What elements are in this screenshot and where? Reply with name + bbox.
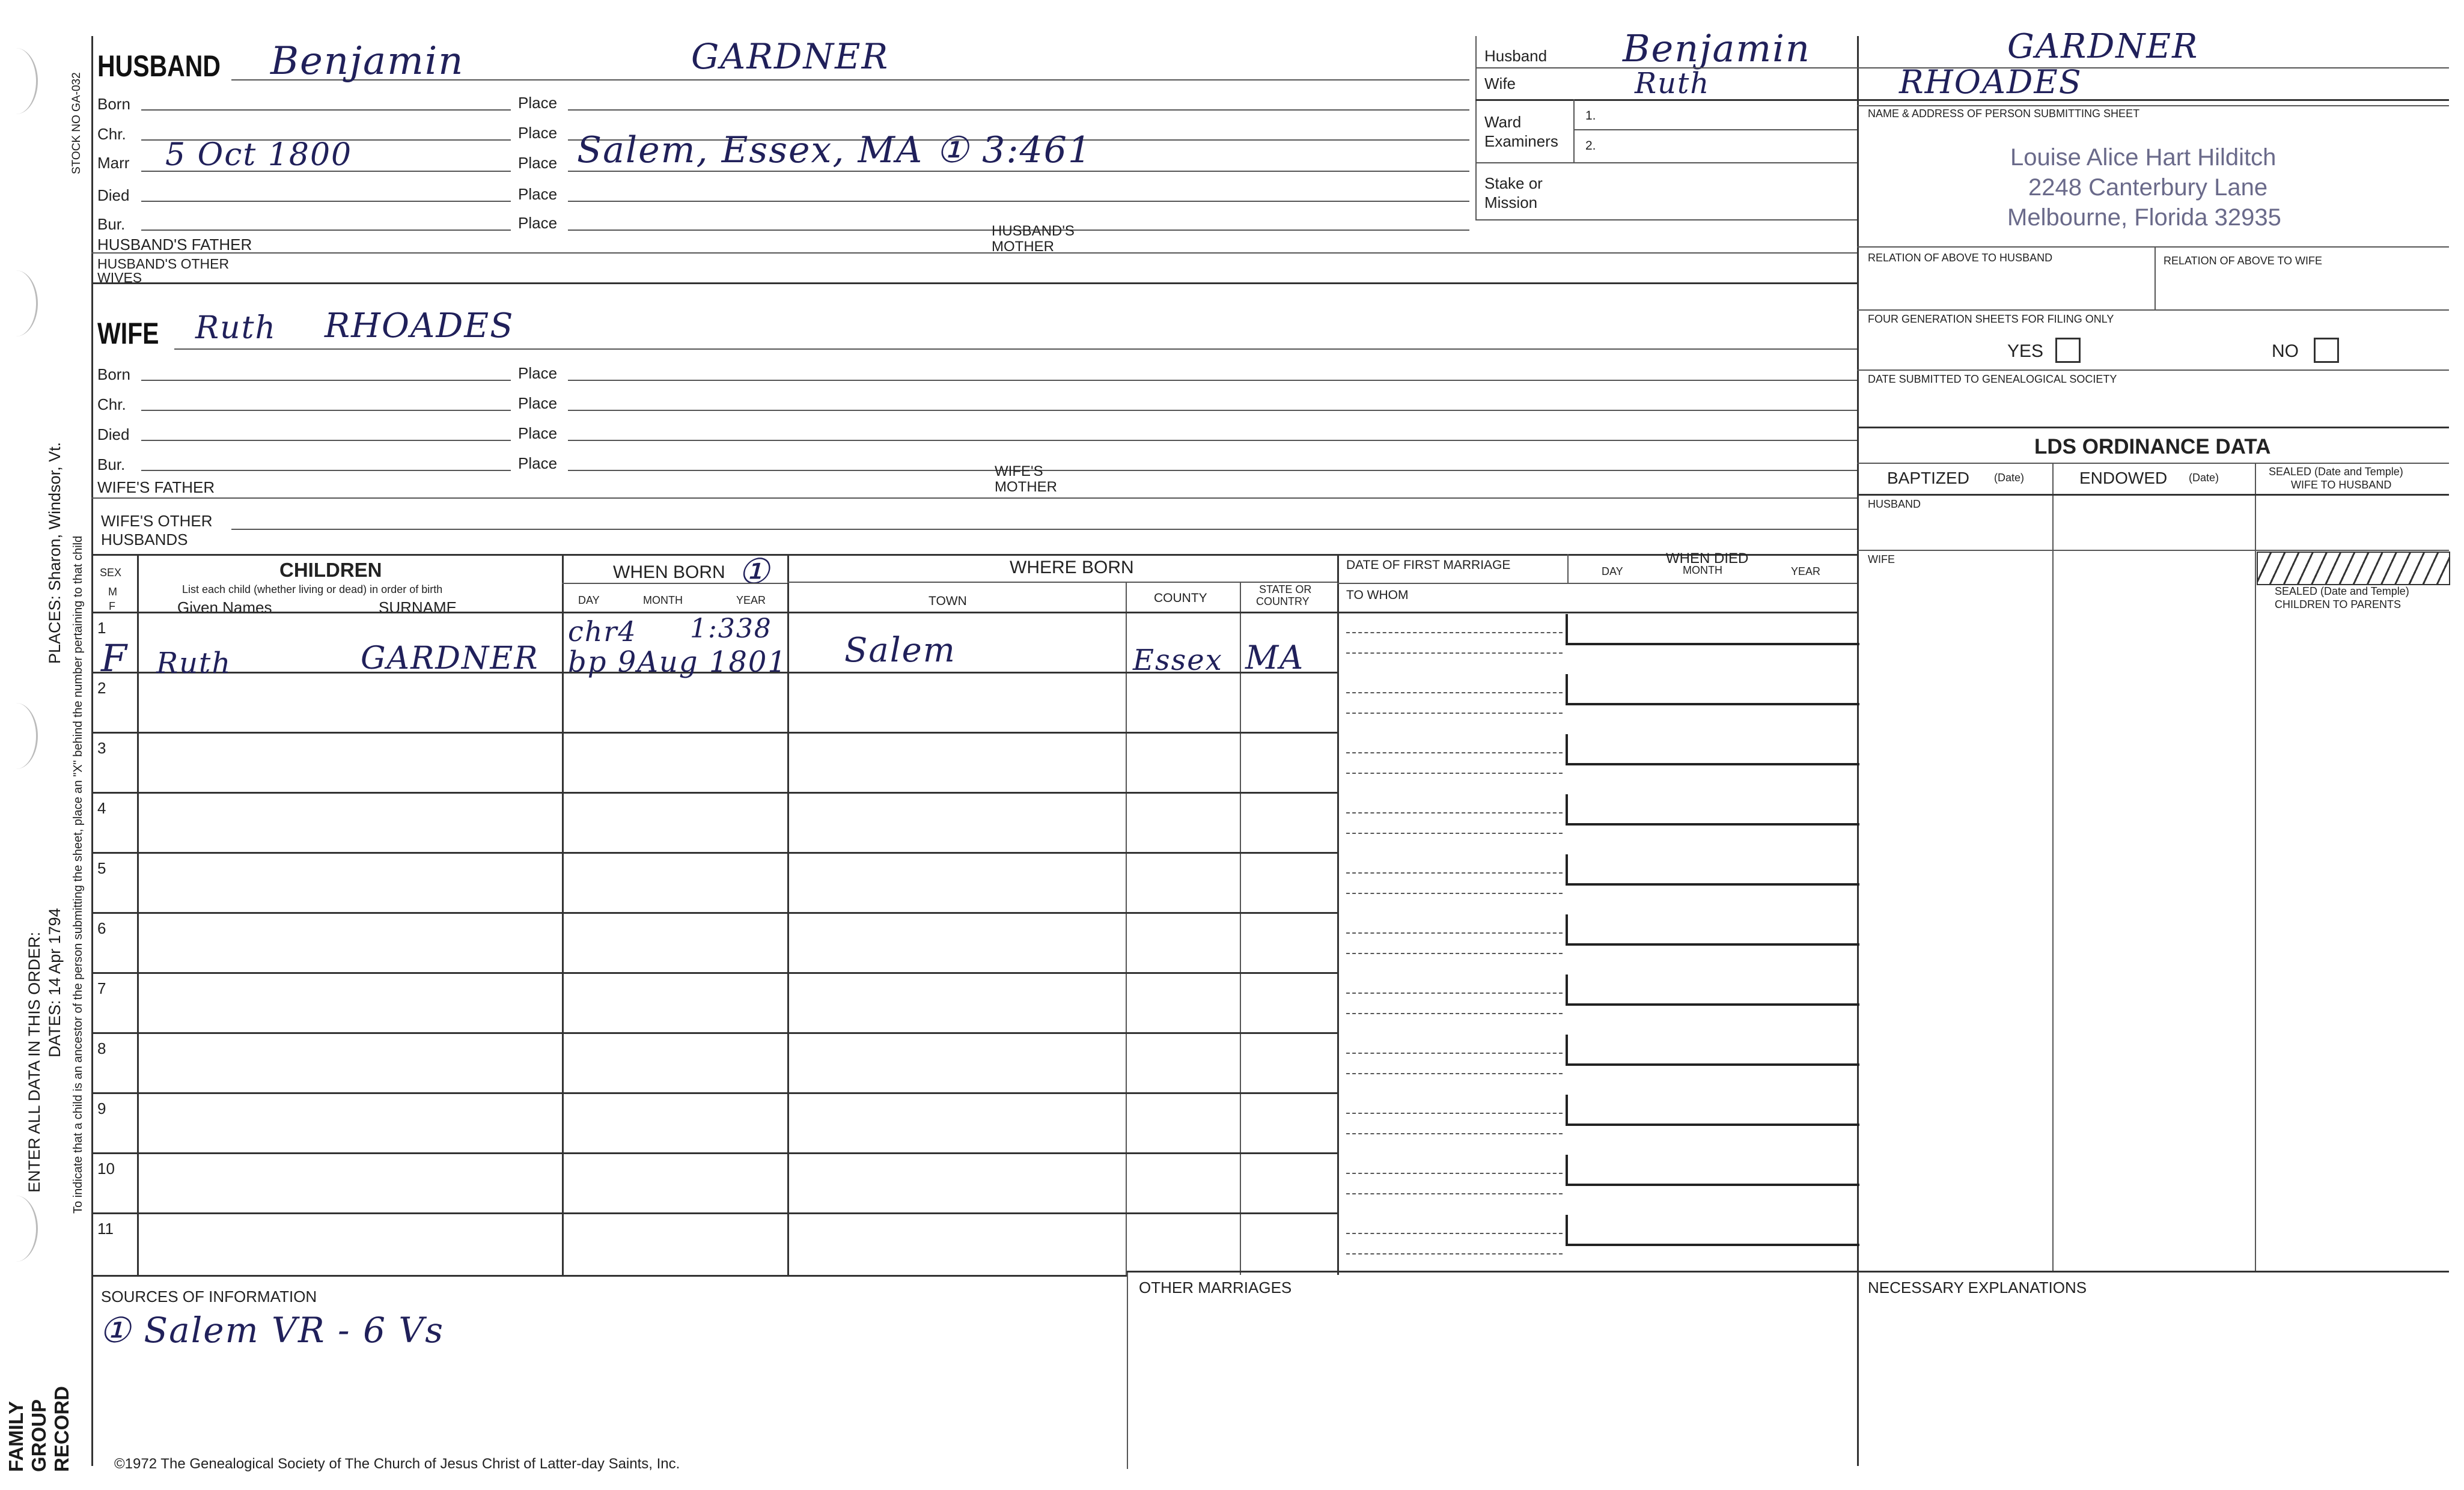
col-surname: SURNAME: [379, 598, 457, 616]
child-1-state[interactable]: MA: [1245, 639, 1305, 677]
husband-died-place-label: Place: [518, 185, 558, 203]
child-row-divider: [91, 732, 1337, 734]
other-marriages-label: OTHER MARRIAGES: [1139, 1279, 1292, 1297]
lds-wife: WIFE: [1868, 553, 1895, 565]
child-row-number: 11: [97, 1220, 114, 1238]
died-bracket[interactable]: [1566, 914, 1859, 946]
child-1-town[interactable]: Salem: [844, 631, 956, 670]
husband-heading: HUSBAND: [97, 49, 221, 83]
col-died-day: DAY: [1602, 565, 1623, 577]
died-bracket[interactable]: [1566, 614, 1859, 645]
child-row-divider: [91, 852, 1337, 854]
col-county: COUNTY: [1154, 591, 1207, 605]
child-row-divider: [91, 1212, 1337, 1214]
wife-born-place-label: Place: [518, 364, 558, 382]
col-first-marriage: DATE OF FIRST MARRIAGE: [1346, 558, 1511, 572]
submitter-label: NAME & ADDRESS OF PERSON SUBMITTING SHEET: [1868, 108, 2140, 120]
sources-label: SOURCES OF INFORMATION: [101, 1288, 317, 1306]
child-1-surname[interactable]: GARDNER: [361, 640, 539, 677]
explanations-label: NECESSARY EXPLANATIONS: [1868, 1279, 2087, 1297]
relation-husband-label: RELATION OF ABOVE TO HUSBAND: [1868, 252, 2053, 264]
wife-bur-place-label: Place: [518, 454, 558, 472]
lds-endowed-date: (Date): [2189, 472, 2219, 484]
col-sex-f: F: [109, 600, 115, 612]
col-year: YEAR: [736, 594, 766, 606]
family-group-record-title: FAMILY GROUP RECORD: [5, 1385, 73, 1472]
col-to-whom: TO WHOM: [1346, 588, 1409, 602]
lds-sealed-wife-1: SEALED (Date and Temple): [2269, 466, 2403, 478]
hb-husband-label: Husband: [1484, 47, 1548, 65]
no-label: NO: [2272, 341, 2299, 361]
wife-chr-place-label: Place: [518, 394, 558, 412]
wife-died-label: Died: [97, 425, 130, 443]
husband-died-label: Died: [97, 186, 130, 204]
wife-bur-label: Bur.: [97, 455, 126, 473]
wife-given-name[interactable]: Ruth: [195, 310, 277, 346]
husband-marr-label: Marr: [97, 154, 130, 172]
date-submitted-label: DATE SUBMITTED TO GENEALOGICAL SOCIETY: [1868, 373, 2117, 385]
died-bracket[interactable]: [1566, 794, 1859, 826]
col-died-year: YEAR: [1791, 565, 1821, 577]
marriage-dash-line: [1346, 773, 1563, 774]
marriage-dash-line: [1346, 652, 1563, 654]
binder-hole-top: [0, 48, 38, 114]
child-row-number: 1: [97, 619, 106, 637]
wife-died-place-label: Place: [518, 424, 558, 442]
child-1-born-line1[interactable]: chr4: [568, 615, 637, 648]
lds-sealed-children-1: SEALED (Date and Temple): [2275, 585, 2409, 597]
examiner-2: 2.: [1585, 139, 1596, 153]
col-sex-m: M: [108, 586, 117, 598]
marriage-dash-line: [1346, 1253, 1563, 1254]
col-state-1: STATE OR: [1259, 583, 1312, 595]
husband-chr-label: Chr.: [97, 125, 126, 143]
marriage-dash-line: [1346, 1013, 1563, 1014]
child-1-born-line1b[interactable]: 1:338: [690, 613, 772, 644]
binder-hole-upper: [0, 270, 38, 336]
child-row-number: 9: [97, 1099, 106, 1118]
died-bracket[interactable]: [1566, 1155, 1859, 1186]
child-row-divider: [91, 1032, 1337, 1034]
four-gen-label: FOUR GENERATION SHEETS FOR FILING ONLY: [1868, 313, 2114, 325]
col-died-month: MONTH: [1683, 564, 1722, 576]
wife-chr-label: Chr.: [97, 395, 126, 413]
col-day: DAY: [578, 594, 600, 606]
marriage-dash-line: [1346, 1133, 1563, 1134]
when-born-mark: ①: [738, 551, 770, 592]
died-bracket[interactable]: [1566, 854, 1859, 886]
child-1-born-line2[interactable]: bp 9Aug 1801: [568, 645, 787, 679]
marriage-dash-line: [1346, 1173, 1563, 1174]
enter-note: ENTER ALL DATA IN THIS ORDER:: [25, 931, 43, 1193]
col-month: MONTH: [643, 594, 683, 606]
husband-surname[interactable]: GARDNER: [691, 36, 889, 77]
source-1[interactable]: ① Salem VR - 6 Vs: [99, 1310, 445, 1351]
child-row-divider: [91, 1152, 1337, 1154]
child-row-divider: [91, 1092, 1337, 1094]
marriage-dash-line: [1346, 1193, 1563, 1194]
yes-label: YES: [2007, 341, 2044, 361]
husband-other-wives-label: HUSBAND'S OTHER WIVES: [97, 256, 230, 285]
child-row-divider: [91, 912, 1337, 914]
husband-given-name[interactable]: Benjamin: [270, 39, 465, 84]
marriage-dash-line: [1346, 632, 1563, 633]
col-list-note: List each child (whether living or dead) in order of birth: [182, 583, 443, 595]
col-town: TOWN: [929, 594, 967, 608]
died-bracket[interactable]: [1566, 674, 1859, 705]
lds-baptized: BAPTIZED: [1887, 469, 1969, 487]
child-row-divider: [91, 972, 1337, 974]
submitter-street[interactable]: 2248 Canterbury Lane: [2028, 174, 2268, 201]
left-border: [91, 36, 93, 1466]
died-bracket[interactable]: [1566, 1095, 1859, 1126]
col-children: CHILDREN: [279, 559, 382, 581]
child-row-divider: [91, 792, 1337, 794]
mission-label: Mission: [1484, 193, 1538, 211]
died-bracket[interactable]: [1566, 1215, 1859, 1246]
marriage-dash-line: [1346, 833, 1563, 834]
husband-marr-place-label: Place: [518, 154, 558, 172]
marriage-dash-line: [1346, 872, 1563, 874]
child-1-county[interactable]: Essex: [1133, 643, 1223, 677]
child-row-number: 7: [97, 979, 106, 997]
marriage-dash-line: [1346, 953, 1563, 954]
hb-husband-given[interactable]: Benjamin: [1623, 26, 1811, 70]
child-1-given[interactable]: Ruth: [156, 646, 232, 680]
child-1-sex[interactable]: F: [101, 636, 129, 680]
husband-mother-label: HUSBAND'S MOTHER: [992, 223, 1075, 255]
husband-bur-label: Bur.: [97, 215, 126, 233]
binder-hole-bottom: [0, 1196, 38, 1262]
child-row-number: 3: [97, 739, 106, 757]
child-row-number: 4: [97, 799, 106, 817]
hb-wife-label: Wife: [1484, 74, 1516, 93]
wife-surname[interactable]: RHOADES: [325, 306, 514, 345]
lds-husband: HUSBAND: [1868, 498, 1921, 510]
marriage-dash-line: [1346, 1053, 1563, 1054]
child-row-number: 10: [97, 1160, 115, 1178]
lds-baptized-date: (Date): [1994, 472, 2025, 484]
col-where-born: WHERE BORN: [1010, 558, 1134, 577]
child-row-number: 2: [97, 679, 106, 697]
wife-other-husbands-label: WIFE'S OTHER HUSBANDS: [101, 512, 213, 549]
lds-sealed-children-2: CHILDREN TO PARENTS: [2275, 598, 2401, 610]
wife-father-label: WIFE'S FATHER: [97, 478, 215, 496]
husband-marr-date[interactable]: 5 Oct 1800: [165, 137, 353, 173]
marriage-dash-line: [1346, 1113, 1563, 1114]
binder-hole-lower: [0, 703, 38, 769]
husband-chr-place-label: Place: [518, 124, 558, 142]
stock-number: STOCK NO GA-032: [70, 72, 83, 174]
col-sex: SEX: [100, 567, 122, 579]
relation-wife-label: RELATION OF ABOVE TO WIFE: [2164, 255, 2323, 267]
marriage-dash-line: [1346, 812, 1563, 813]
lds-endowed: ENDOWED: [2079, 469, 2168, 487]
ancestor-instruction: To indicate that a child is an ancestor of the person submitting the sheet, place an "X" behind the number pertaining to that child: [72, 535, 85, 1214]
died-bracket[interactable]: [1566, 1035, 1859, 1066]
col-state-2: COUNTRY: [1256, 595, 1310, 607]
marriage-dash-line: [1346, 752, 1563, 753]
hb-husband-surname[interactable]: GARDNER: [2007, 27, 2199, 66]
died-bracket[interactable]: [1566, 734, 1859, 765]
no-checkbox[interactable]: [2314, 338, 2339, 363]
marriage-dash-line: [1346, 1233, 1563, 1234]
marriage-dash-line: [1346, 692, 1563, 693]
marriage-dash-line: [1346, 932, 1563, 934]
husband-bur-place-label: Place: [518, 214, 558, 232]
lds-sealed-wife-2: WIFE TO HUSBAND: [2291, 479, 2392, 491]
col-when-born: WHEN BORN: [613, 562, 725, 582]
child-row-number: 6: [97, 919, 106, 937]
wife-heading: WIFE: [97, 317, 159, 350]
yes-checkbox[interactable]: [2055, 338, 2081, 363]
wife-mother-label: WIFE'S MOTHER: [995, 463, 1057, 495]
husband-father-label: HUSBAND'S FATHER: [97, 236, 252, 254]
husband-born-place-label: Place: [518, 94, 558, 112]
lds-hatched-box: [2257, 552, 2450, 585]
child-row-number: 5: [97, 859, 106, 877]
copyright: ©1972 The Genealogical Society of The Church of Jesus Christ of Latter-day Saints, Inc.: [114, 1456, 680, 1472]
examiners-label: Examiners: [1484, 132, 1558, 150]
husband-born-label: Born: [97, 95, 130, 113]
died-bracket[interactable]: [1566, 975, 1859, 1006]
col-when-died: WHEN DIED: [1666, 550, 1749, 567]
child-row-number: 8: [97, 1039, 106, 1057]
marriage-dash-line: [1346, 1073, 1563, 1074]
stake-label: Stake or: [1484, 174, 1543, 192]
hb-wife-surname[interactable]: RHOADES: [1899, 63, 2082, 101]
marriage-dash-line: [1346, 893, 1563, 894]
husband-marr-place[interactable]: Salem, Essex, MA ① 3:461: [577, 129, 1093, 171]
wife-born-label: Born: [97, 365, 130, 383]
marriage-dash-line: [1346, 993, 1563, 994]
lds-title: LDS ORDINANCE DATA: [2034, 435, 2271, 458]
ward-label: Ward: [1484, 113, 1522, 131]
examiner-1: 1.: [1585, 109, 1596, 123]
submitter-name[interactable]: Louise Alice Hart Hilditch: [2010, 144, 2276, 171]
col-given-names: Given Names: [177, 598, 272, 616]
hb-wife-given[interactable]: Ruth: [1635, 67, 1710, 100]
submitter-city[interactable]: Melbourne, Florida 32935: [2007, 204, 2281, 231]
dates-note: DATES: 14 Apr 1794: [46, 908, 64, 1057]
places-note: PLACES: Sharon, Windsor, Vt.: [46, 442, 64, 664]
marriage-dash-line: [1346, 713, 1563, 714]
